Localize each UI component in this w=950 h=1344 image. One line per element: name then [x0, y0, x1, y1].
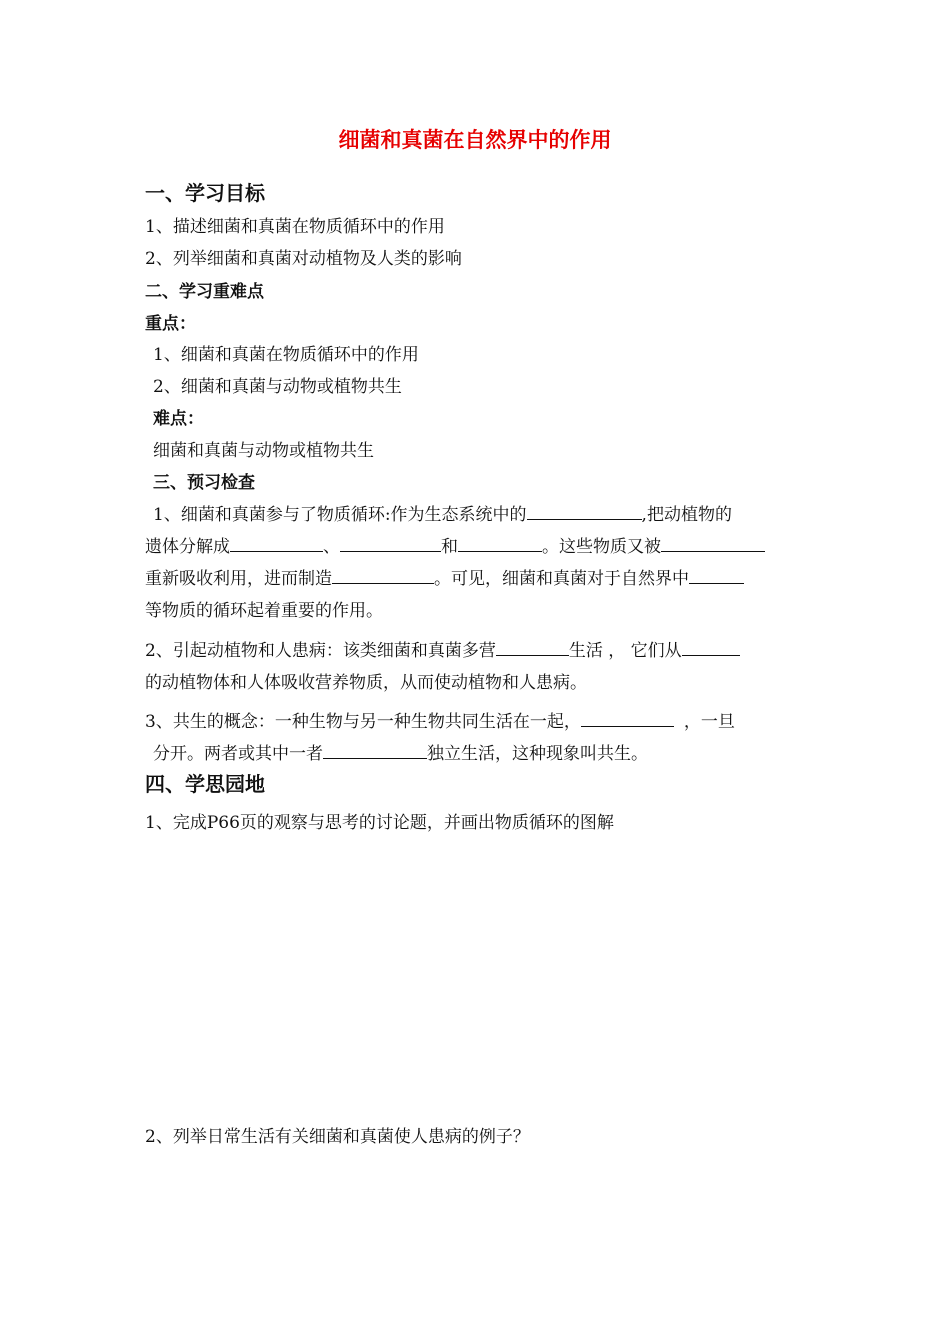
section-heading-key-points: 二、学习重难点 — [145, 282, 264, 302]
page-title: 细菌和真菌在自然界中的作用 — [338, 128, 612, 152]
section-heading-objectives: 一、学习目标 — [145, 181, 265, 205]
q3-text: 3、共生的概念：一种生物与另一种生物共同生活在一起， — [145, 712, 581, 732]
answer-blank[interactable] — [340, 533, 441, 552]
question-2-line-1 — [145, 636, 740, 661]
question-1-line-1 — [153, 500, 732, 525]
answer-blank[interactable] — [682, 637, 740, 656]
answer-blank[interactable] — [230, 533, 323, 552]
answer-blank[interactable] — [458, 533, 542, 552]
key-item: 1、细菌和真菌在物质循环中的作用 — [153, 345, 419, 365]
q1-text: 和 — [441, 537, 458, 557]
difficult-text: 细菌和真菌与动物或植物共生 — [153, 441, 374, 461]
answer-blank[interactable] — [496, 637, 569, 656]
reflection-item: 2、列举日常生活有关细菌和真菌使人患病的例子？ — [145, 1127, 530, 1147]
q1-text: 重新吸收利用，进而制造 — [145, 569, 332, 589]
answer-blank[interactable] — [332, 565, 434, 584]
q1-text: 。可见，细菌和真菌对于自然界中 — [434, 569, 689, 589]
q1-text: 、 — [323, 537, 340, 557]
q1-text: 。这些物质又被 — [542, 537, 661, 557]
question-3-line-1 — [145, 707, 735, 732]
difficult-label: 难点： — [153, 409, 204, 429]
reflection-item: 1、完成P66页的观察与思考的讨论题，并画出物质循环的图解 — [145, 813, 614, 833]
q1-text: ,把动植物的 — [641, 505, 732, 525]
question-1-line-3 — [145, 564, 744, 589]
answer-blank[interactable] — [323, 740, 427, 759]
q2-text: 2、引起动植物和人患病：该类细菌和真菌多营 — [145, 641, 496, 661]
question-1-line-2 — [145, 532, 765, 557]
answer-blank[interactable] — [689, 565, 744, 584]
q2-text: 生活 ， 它们从 — [568, 641, 682, 661]
key-label: 重点： — [145, 314, 196, 334]
question-1-line-4: 等物质的循环起着重要的作用。 — [145, 601, 383, 621]
q3-text: 分开。两者或其中一者 — [153, 744, 323, 764]
answer-blank[interactable] — [661, 533, 765, 552]
q3-text: ，一旦 — [683, 712, 735, 732]
answer-blank[interactable] — [527, 501, 642, 520]
q3-text: 独立生活，这种现象叫共生。 — [427, 744, 648, 764]
section-heading-preview: 三、预习检查 — [153, 473, 255, 493]
objective-item: 2、列举细菌和真菌对动植物及人类的影响 — [145, 249, 462, 269]
answer-blank[interactable] — [581, 708, 674, 727]
section-heading-reflection: 四、学思园地 — [145, 772, 265, 796]
q1-text: 1、细菌和真菌参与了物质循环:作为生态系统中的 — [153, 505, 527, 525]
question-2-line-2: 的动植物体和人体吸收营养物质，从而使动植物和人患病。 — [145, 673, 587, 693]
q1-text: 遗体分解成 — [145, 537, 230, 557]
question-3-line-2 — [153, 739, 648, 764]
objective-item: 1、描述细菌和真菌在物质循环中的作用 — [145, 217, 445, 237]
key-item: 2、细菌和真菌与动物或植物共生 — [153, 377, 402, 397]
